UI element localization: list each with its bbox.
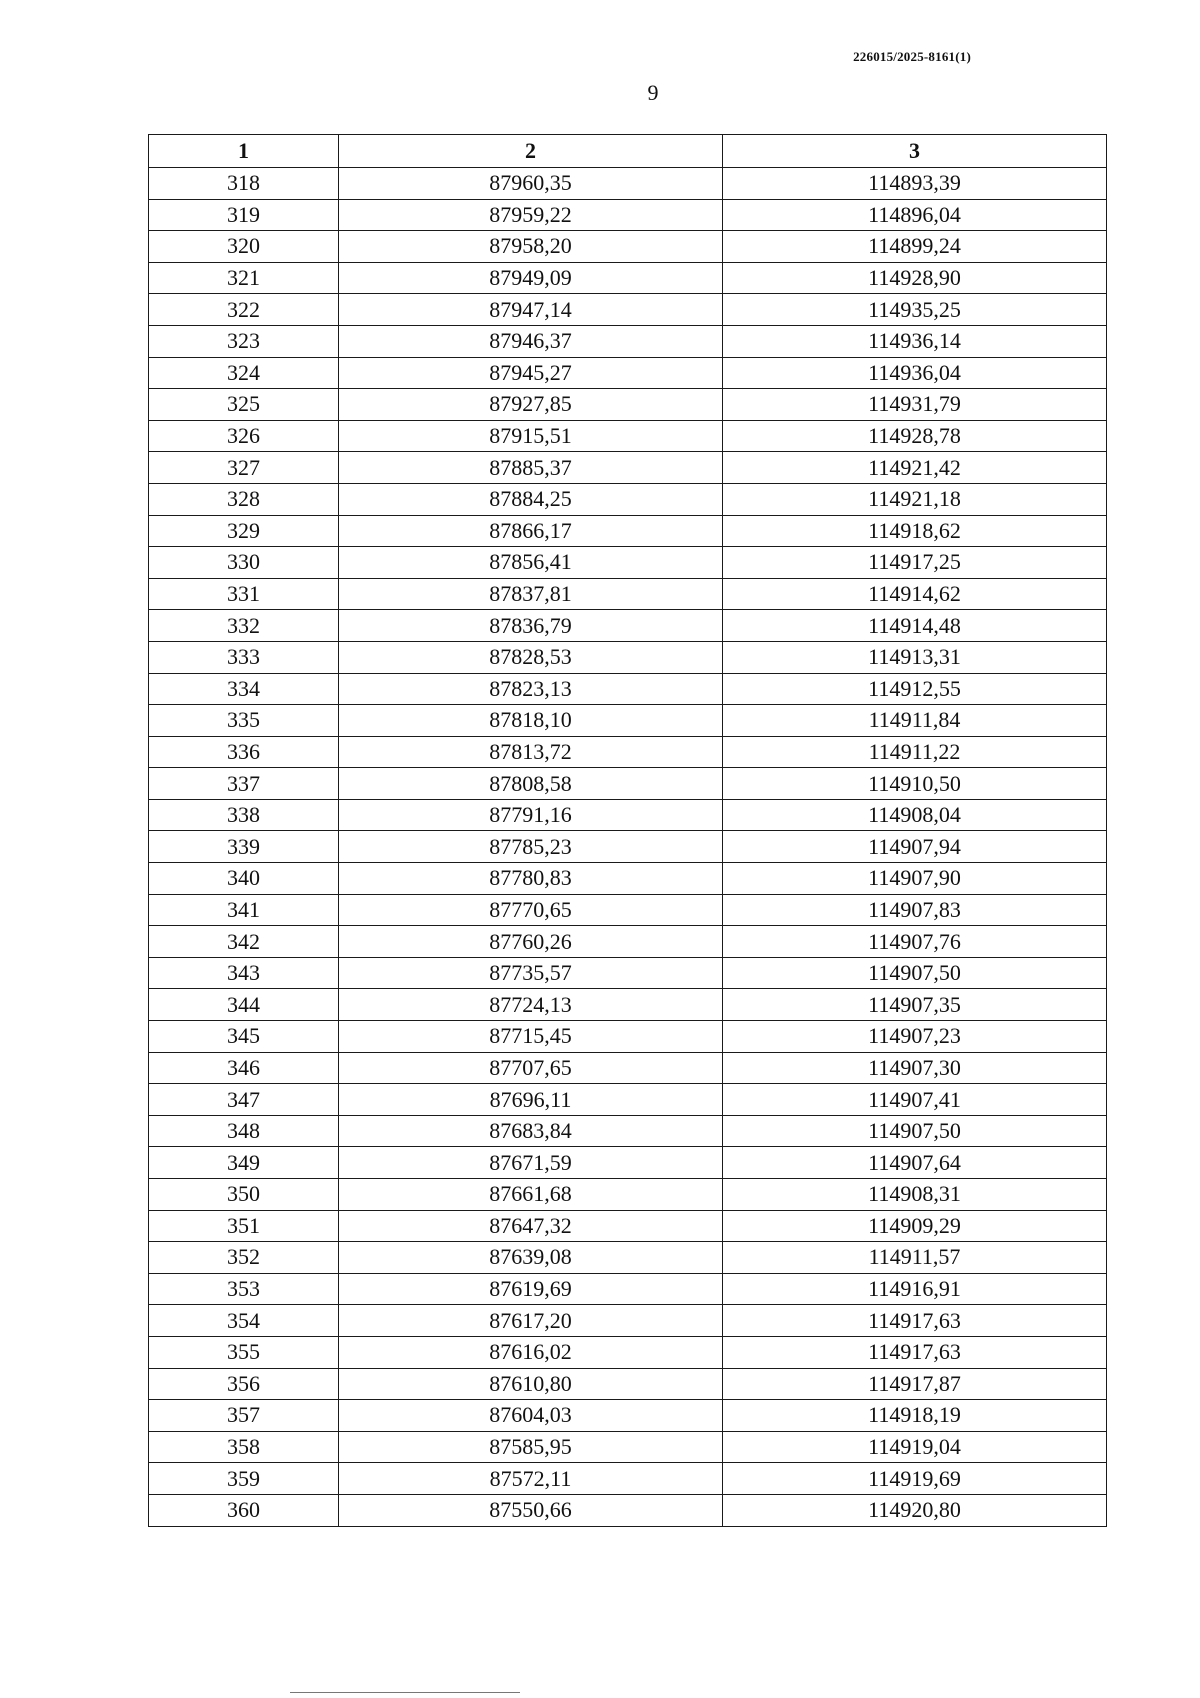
table-cell: 334 bbox=[149, 673, 339, 705]
table-cell: 87707,65 bbox=[339, 1052, 723, 1084]
table-cell: 114907,30 bbox=[723, 1052, 1107, 1084]
table-cell: 87604,03 bbox=[339, 1400, 723, 1432]
table-cell: 114916,91 bbox=[723, 1273, 1107, 1305]
table-cell: 87885,37 bbox=[339, 452, 723, 484]
table-cell: 114921,18 bbox=[723, 483, 1107, 515]
table-cell: 114909,29 bbox=[723, 1210, 1107, 1242]
table-cell: 359 bbox=[149, 1463, 339, 1495]
table-row bbox=[149, 1368, 1107, 1400]
table-cell: 329 bbox=[149, 515, 339, 547]
table-cell: 323 bbox=[149, 325, 339, 357]
table-cell: 356 bbox=[149, 1368, 339, 1400]
table-row bbox=[149, 1084, 1107, 1116]
table-cell: 87884,25 bbox=[339, 483, 723, 515]
table-cell: 340 bbox=[149, 863, 339, 895]
table-cell: 114914,62 bbox=[723, 578, 1107, 610]
table-cell: 87671,59 bbox=[339, 1147, 723, 1179]
table-row bbox=[149, 325, 1107, 357]
table-row bbox=[149, 736, 1107, 768]
table-cell: 357 bbox=[149, 1400, 339, 1432]
table-cell: 87808,58 bbox=[339, 768, 723, 800]
table-cell: 114921,42 bbox=[723, 452, 1107, 484]
table-row bbox=[149, 1273, 1107, 1305]
table-row bbox=[149, 768, 1107, 800]
table-cell: 114912,55 bbox=[723, 673, 1107, 705]
table-header-row bbox=[149, 135, 1107, 168]
table-cell: 87791,16 bbox=[339, 799, 723, 831]
table-cell: 87828,53 bbox=[339, 641, 723, 673]
table-cell: 114917,25 bbox=[723, 547, 1107, 579]
table-cell: 114917,63 bbox=[723, 1305, 1107, 1337]
table-cell: 87813,72 bbox=[339, 736, 723, 768]
table-row bbox=[149, 705, 1107, 737]
table-row bbox=[149, 1305, 1107, 1337]
table-row bbox=[149, 1021, 1107, 1053]
table-cell: 114914,48 bbox=[723, 610, 1107, 642]
table-cell: 87866,17 bbox=[339, 515, 723, 547]
table-cell: 87927,85 bbox=[339, 389, 723, 421]
table-row bbox=[149, 1179, 1107, 1211]
column-header: 3 bbox=[723, 135, 1107, 168]
table-cell: 114907,83 bbox=[723, 894, 1107, 926]
table-row bbox=[149, 1494, 1107, 1526]
table-cell: 114910,50 bbox=[723, 768, 1107, 800]
table-cell: 87837,81 bbox=[339, 578, 723, 610]
table-cell: 87683,84 bbox=[339, 1115, 723, 1147]
table-cell: 114908,31 bbox=[723, 1179, 1107, 1211]
table-cell: 321 bbox=[149, 262, 339, 294]
table-row bbox=[149, 1210, 1107, 1242]
table-cell: 341 bbox=[149, 894, 339, 926]
table-cell: 346 bbox=[149, 1052, 339, 1084]
table-cell: 338 bbox=[149, 799, 339, 831]
table-cell: 337 bbox=[149, 768, 339, 800]
table-cell: 353 bbox=[149, 1273, 339, 1305]
table-cell: 87823,13 bbox=[339, 673, 723, 705]
table-cell: 348 bbox=[149, 1115, 339, 1147]
table-cell: 114935,25 bbox=[723, 294, 1107, 326]
table-cell: 87616,02 bbox=[339, 1336, 723, 1368]
table-cell: 87639,08 bbox=[339, 1242, 723, 1274]
table-cell: 354 bbox=[149, 1305, 339, 1337]
table-cell: 114913,31 bbox=[723, 641, 1107, 673]
table-cell: 114919,04 bbox=[723, 1431, 1107, 1463]
table-cell: 339 bbox=[149, 831, 339, 863]
table-cell: 328 bbox=[149, 483, 339, 515]
table-cell: 336 bbox=[149, 736, 339, 768]
table-cell: 87780,83 bbox=[339, 863, 723, 895]
table-cell: 87915,51 bbox=[339, 420, 723, 452]
table-cell: 114917,87 bbox=[723, 1368, 1107, 1400]
table-cell: 114918,19 bbox=[723, 1400, 1107, 1432]
table-cell: 114936,14 bbox=[723, 325, 1107, 357]
table-cell: 114907,76 bbox=[723, 926, 1107, 958]
table-row bbox=[149, 515, 1107, 547]
table-row bbox=[149, 831, 1107, 863]
table-cell: 87724,13 bbox=[339, 989, 723, 1021]
table-cell: 87949,09 bbox=[339, 262, 723, 294]
table-row bbox=[149, 578, 1107, 610]
column-header: 1 bbox=[149, 135, 339, 168]
table-cell: 114917,63 bbox=[723, 1336, 1107, 1368]
table-cell: 114928,78 bbox=[723, 420, 1107, 452]
table-row bbox=[149, 1115, 1107, 1147]
table-row bbox=[149, 863, 1107, 895]
table-cell: 114907,64 bbox=[723, 1147, 1107, 1179]
table-cell: 331 bbox=[149, 578, 339, 610]
table-cell: 114918,62 bbox=[723, 515, 1107, 547]
table-cell: 345 bbox=[149, 1021, 339, 1053]
page-number: 9 bbox=[647, 80, 659, 105]
table-cell: 114931,79 bbox=[723, 389, 1107, 421]
table-cell: 344 bbox=[149, 989, 339, 1021]
column-header: 2 bbox=[339, 135, 723, 168]
table-row bbox=[149, 957, 1107, 989]
table-cell: 87945,27 bbox=[339, 357, 723, 389]
table-cell: 342 bbox=[149, 926, 339, 958]
table-cell: 114920,80 bbox=[723, 1494, 1107, 1526]
table-cell: 114928,90 bbox=[723, 262, 1107, 294]
table-cell: 87959,22 bbox=[339, 199, 723, 231]
table-cell: 87960,35 bbox=[339, 168, 723, 200]
table-row bbox=[149, 1400, 1107, 1432]
table-cell: 360 bbox=[149, 1494, 339, 1526]
table-cell: 114907,23 bbox=[723, 1021, 1107, 1053]
table-cell: 114899,24 bbox=[723, 231, 1107, 263]
table-cell: 352 bbox=[149, 1242, 339, 1274]
table-cell: 319 bbox=[149, 199, 339, 231]
table-cell: 87585,95 bbox=[339, 1431, 723, 1463]
table-cell: 114907,50 bbox=[723, 957, 1107, 989]
table-cell: 358 bbox=[149, 1431, 339, 1463]
table-row bbox=[149, 610, 1107, 642]
table-row bbox=[149, 262, 1107, 294]
table-cell: 87715,45 bbox=[339, 1021, 723, 1053]
table-row bbox=[149, 294, 1107, 326]
table-cell: 351 bbox=[149, 1210, 339, 1242]
table-row bbox=[149, 357, 1107, 389]
table-cell: 87946,37 bbox=[339, 325, 723, 357]
table-cell: 87619,69 bbox=[339, 1273, 723, 1305]
table-cell: 87661,68 bbox=[339, 1179, 723, 1211]
table-cell: 322 bbox=[149, 294, 339, 326]
document-id: 226015/2025-8161(1) bbox=[853, 49, 971, 64]
table-row bbox=[149, 199, 1107, 231]
table-cell: 87760,26 bbox=[339, 926, 723, 958]
table-row bbox=[149, 1336, 1107, 1368]
table-cell: 330 bbox=[149, 547, 339, 579]
table-cell: 326 bbox=[149, 420, 339, 452]
table-cell: 87785,23 bbox=[339, 831, 723, 863]
table-cell: 114907,90 bbox=[723, 863, 1107, 895]
table-row bbox=[149, 641, 1107, 673]
table-cell: 87572,11 bbox=[339, 1463, 723, 1495]
table-row bbox=[149, 1147, 1107, 1179]
bottom-rule bbox=[290, 1692, 520, 1693]
table-cell: 349 bbox=[149, 1147, 339, 1179]
table-row bbox=[149, 168, 1107, 200]
table-cell: 324 bbox=[149, 357, 339, 389]
table-row bbox=[149, 926, 1107, 958]
table-cell: 327 bbox=[149, 452, 339, 484]
table-cell: 335 bbox=[149, 705, 339, 737]
coordinates-table bbox=[148, 134, 1107, 1527]
table-row bbox=[149, 547, 1107, 579]
table-cell: 87735,57 bbox=[339, 957, 723, 989]
table-cell: 114893,39 bbox=[723, 168, 1107, 200]
table-cell: 114911,84 bbox=[723, 705, 1107, 737]
table-cell: 114911,22 bbox=[723, 736, 1107, 768]
table-body bbox=[149, 168, 1107, 1527]
table-cell: 87818,10 bbox=[339, 705, 723, 737]
table-cell: 87770,65 bbox=[339, 894, 723, 926]
table-cell: 87550,66 bbox=[339, 1494, 723, 1526]
table-cell: 333 bbox=[149, 641, 339, 673]
table-row bbox=[149, 389, 1107, 421]
table-cell: 347 bbox=[149, 1084, 339, 1116]
table-row bbox=[149, 673, 1107, 705]
table-cell: 320 bbox=[149, 231, 339, 263]
table-cell: 114936,04 bbox=[723, 357, 1107, 389]
table-row bbox=[149, 420, 1107, 452]
table-cell: 87947,14 bbox=[339, 294, 723, 326]
table-cell: 114911,57 bbox=[723, 1242, 1107, 1274]
table-cell: 332 bbox=[149, 610, 339, 642]
table-row bbox=[149, 1463, 1107, 1495]
table-row bbox=[149, 1052, 1107, 1084]
table-cell: 114896,04 bbox=[723, 199, 1107, 231]
table-cell: 87958,20 bbox=[339, 231, 723, 263]
table-cell: 350 bbox=[149, 1179, 339, 1211]
table-row bbox=[149, 799, 1107, 831]
table-cell: 87610,80 bbox=[339, 1368, 723, 1400]
table-cell: 87617,20 bbox=[339, 1305, 723, 1337]
table-row bbox=[149, 452, 1107, 484]
table-row bbox=[149, 1431, 1107, 1463]
table-cell: 325 bbox=[149, 389, 339, 421]
table-row bbox=[149, 894, 1107, 926]
table-row bbox=[149, 483, 1107, 515]
table-cell: 318 bbox=[149, 168, 339, 200]
table-cell: 114907,50 bbox=[723, 1115, 1107, 1147]
table-cell: 114908,04 bbox=[723, 799, 1107, 831]
table-cell: 87696,11 bbox=[339, 1084, 723, 1116]
table-cell: 343 bbox=[149, 957, 339, 989]
table-cell: 87836,79 bbox=[339, 610, 723, 642]
table-cell: 114907,35 bbox=[723, 989, 1107, 1021]
table-cell: 114919,69 bbox=[723, 1463, 1107, 1495]
table-cell: 87647,32 bbox=[339, 1210, 723, 1242]
table-row bbox=[149, 1242, 1107, 1274]
table-row bbox=[149, 989, 1107, 1021]
table-row bbox=[149, 231, 1107, 263]
table-cell: 114907,94 bbox=[723, 831, 1107, 863]
table-cell: 114907,41 bbox=[723, 1084, 1107, 1116]
table-cell: 355 bbox=[149, 1336, 339, 1368]
table-cell: 87856,41 bbox=[339, 547, 723, 579]
